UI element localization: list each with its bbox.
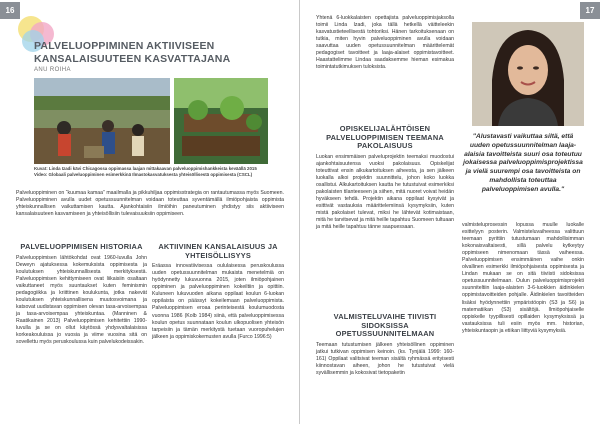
citizenship-body: Eräassa innovatiivisessa oululaisessa peruskoulussa uuden opetussuunnitelman mukaista menetelmiä on hyödynnetty lukuvuonna 2015, joten ilmiöpohjainen oppiminen ja palveluoppiminen kokeiltiin ja opittiin. Kuluneen lukuvuoden aikana oppilaat koulun 6-luokan oppilaista on päässyt kokeilemaan palveluoppimista. Palveluoppimisen eroaa perinteisestä koulumuodosta vuonna 1986 (Kolb 1984) siinä, että palveluoppimisessa koulun opetus suunnataan koulun ulkopuolisen yhteisön tarpeisiin ja tämän merkitystä tuetaan vuoropuhelujen jälkeen ja oppimiskokemusten avulla (Furco 1996:5) [152,263,284,340]
photo-strip [34,78,268,164]
column-right-body [462,222,584,335]
column-citizenship [152,243,284,341]
history-body: Palveluoppimisen lähtökohdat ovat 1960-luvulla John Deweyn ajatuksessa kokemuksista oppimisesta ja koulutuksen yhteiskunnallisesta merkityksestä. Palveluoppimisen kehittymiseen ovat liikaisiin osaltaan vaikuttaneet myös suuntaukset kuten feminismin pedagogiikka ja kriittinen koulukunta, jotka nakevät koulutuksen yhteiskunnallisena muutosvoimana ja katsovat uudistavan oppimisen olevan tasa-arvoisempaa ja tasa-arvoisempaa yhteiskuntaa. (Manninen & Raatikainen 2013) Palveluoppimisen kehitettiin 1990-luvulla ja se on ollut käytössä yhdysvaltalaisissa korkeakouluissa jo vuosia ja viime vuosina sitä on sovellettu myös peruskoulussa kuin palvelukodeissakin. [16,254,147,346]
page-number-left: 16 [0,2,20,19]
garden-photo [34,78,170,164]
history-heading: PALVELUOPPIMISEN HISTORIAA [20,242,143,251]
self-direction-body: Luokan ensimmäisen palveluprojektin teemaksi muodostui ajankohtaisuutensa vuoksi pakolaisuus. Opiskelijat toteuttivat ensin alkukartoituksen aiheesta, ja sen jälkeen luokalla alkoi projektin suunnittelu, johon koko luokka osallistui. Alkukartoituksen kautta he tutustuivat esimerkiksi pakolaisten tilanteeseen ja siihen, mitä nuoret voivat heidän hyväkseen tehdä. Projektin aikana oppilaat kysyivät ja esittivät vastauksia määrittelemiinsä kysymyksiin, kuten mistä pakolaiset tulevat, miksi he lähtevät kotimaistaan, mitä he tarvitsevat ja mitä heille tapahtuu Suomeen tultuaan ja mitä heille tapahtuu tänne saapuessaan. [316,153,454,231]
teachers-body: Yhtenä 6-luokkalaisten opettajista palveluoppimisjaksolla toimii Linda Izadi, joka tällä hetkellä väitteleekin kasvatustieteellisestä tohtoriksi. Hänen tarkoituksenaan on tutkia, miten hyvin palveluoppiminen avulla voidaan saavuttaa uuden opetussuunnitelman määrittelemät pedagogiset tavoitteet ja laaja-alaiset oppimistavoitteet. Haastattelimme Lindaa saadaksemme hieman esimakua toimintatutkimuksen tuloksista. [316,15,454,71]
page-gutter [299,0,300,424]
right-body: valmisteluprosessin lopussa muulle luokalle esittelyyn posterin. Valmisteluvaiheessa valittuun teemaan pyrittiin tutustumaan mahdollisimman kokonaisvaltaisesti, sillä palvelu kytkeytyy oppimiseen nimenomaan tässä vaiheessa. Palveluoppimisen ensimmäinen vaihe onkin olvallinen esimerkki ilmiöpohjaisesta oppimisesta ja Lindan mukaan se on sitä tiiviisti sidoksissa opetussuunnitelmaan. Oulun palveluoppimisprojekti suunniteltiin laaja-alaisten 3-6-luokkien äidinkielen oppimistavoitteiden pohjalle. Äidinkielen tavoitteiden lisäksi hyödynnettiin ympäristöopin (S3 ja S6) ja matematiikan (S3) sisältöjä. Ilmiöpohjaiselle oppiskelle tyypillisesti opillaiden kysymyksissä ja vastauksissa tuli esiin myös mm. historian, yhteiskuntaopin ja etiikan liittyviä kysymyksiä. [462,222,584,334]
portrait-photo [472,22,584,126]
caption-line-2: Video: Globaali palveluoppiminen esimerkkinä Ilmastokasvatuksesta yhteisöllisestä oppimisesta (CSCL) [34,171,253,177]
column-teachers [316,15,454,71]
photo-caption [34,166,270,177]
page-number-right: 17 [580,2,600,19]
article-intro: Palveluoppiminen on “kuumaa kamaa” maailmalla ja pikkuhiljaa oppimisstrategia on rantautumassa myös Suomeen. Palveluoppiminen avulla uudet opetussuunnitelman voidaan toteuttaa syventämällä ilmiöpohjaista oppimista yhteiskunnallisen vaikuttamisen kautta. Ajankohtaisiin ilmiöihin paneutuminen yhdistyy siis aktiiviseen kansalaisuuteen kasvamiseen ja yhteisöllisiin tulevaisuuksiin oppimiseen. [16,190,284,218]
caption-line-1: Kuvat: Linda Izadi kävi Chicagossa oppimassa laajan mittakaavan palveluoppimishankkeista keväällä 2015 [34,166,257,171]
curriculum-body: Teemaan tutustumisen jälkeen yhteisöllinen oppiminen jatkui tutkivan oppimisen keinoin. (ks. Tynjälä 1999: 160-161) Oppilaat valitsivat teeman sisältä ryhmässä erityisesti kiinnostavan aiheen, johon he tutustuivat vielä syvällisemmin ja kokosivat tietopaketin [316,341,454,376]
article-title: PALVELUOPPIMINEN AKTIIVISEEN KANSALAISUUTEEN KASVATTAJANA [34,40,231,65]
curriculum-heading: VALMISTELUVAIHE TIIVISTI SIDOKSISSA OPETUSSUUNNITELMAAN [333,312,437,339]
self-direction-heading: OPISKELIJALÄHTÖISEN PALVELUOPPIMISEN TEEMANA PAKOLAISUUS [326,124,444,151]
column-curriculum [316,313,454,377]
citizenship-heading: AKTIIVINEN KANSALAISUUS JA YHTEISÖLLISYYS [158,242,278,260]
column-self-direction [316,125,454,231]
greenhouse-photo [174,78,268,164]
pull-quote: "Alustavasti vaikuttaa siltä, että uuden opetussuunnitelman laaja-alaisia tavoitteista suuri osa toteutuu jokaisessa palveluoppimisprojektissa ja vielä suurempi osa tavoitteista on mahdollista toteuttaa palveluoppimisen avulla." [463,133,583,193]
article-author: ANU ROIHA [34,67,71,73]
column-history [16,243,147,346]
